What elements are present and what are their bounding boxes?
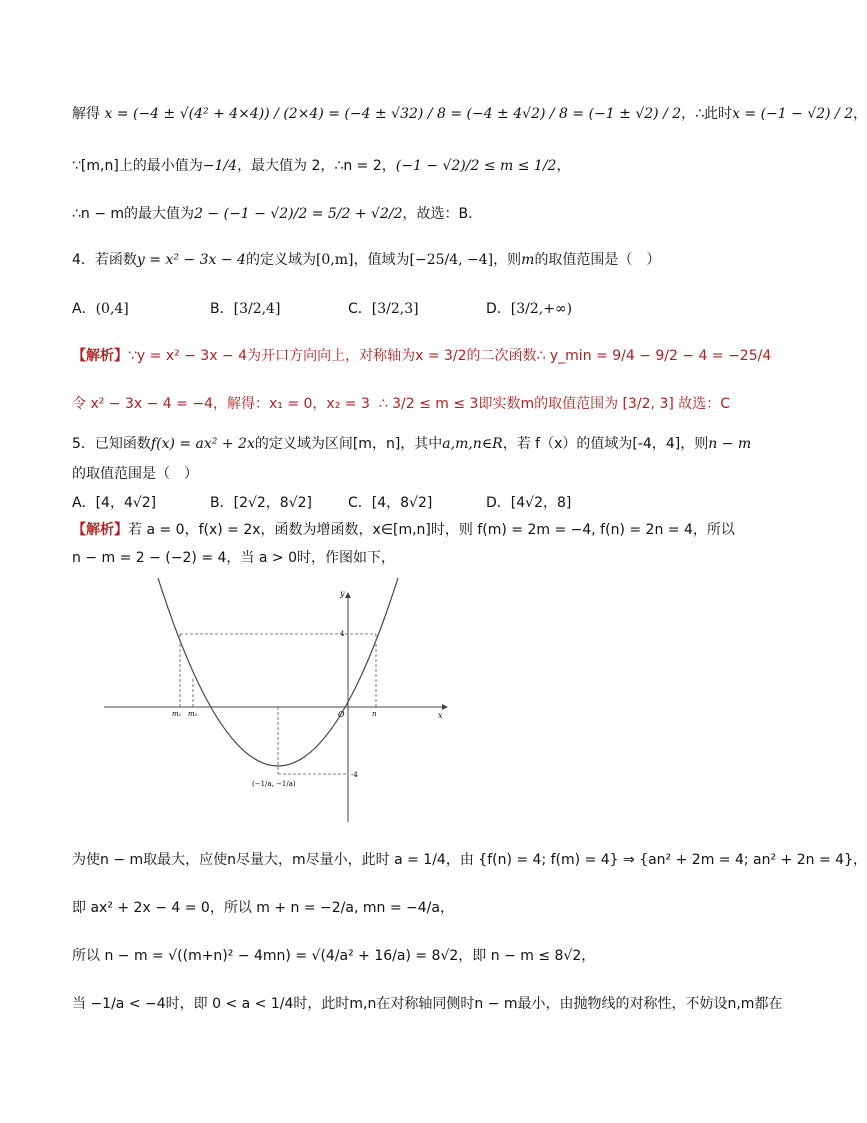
x-axis-arrow [442, 704, 448, 710]
option-text: [3/2,4] [233, 301, 281, 317]
option-b [210, 492, 312, 512]
option-label: C． [348, 301, 372, 317]
text: ∴n − m的最大值为 [72, 206, 195, 222]
option-text: [4，8√2] [371, 495, 433, 511]
question-5-analysis-4 [72, 898, 454, 918]
math-expression: −1/4 [202, 158, 238, 174]
parabola-graph [100, 574, 460, 826]
solution-line-3 [72, 204, 482, 224]
math-expression: x = (−1 − √2) / 2 [732, 106, 854, 122]
math-expression: a,m,n∈R [442, 436, 503, 452]
option-label: D． [486, 495, 511, 511]
analysis-tag: 【解析】 [72, 522, 128, 538]
question-4-stem [72, 250, 660, 270]
question-5-analysis-3 [72, 850, 867, 870]
text: 5．已知函数 [72, 436, 151, 452]
text: 的定义域为 [245, 252, 316, 268]
analysis-text: 即 ax² + 2x − 4 = 0，所以 m + n = −2/a, mn = −4/a， [72, 900, 454, 916]
math-expression: x = (−4 ± √(4² + 4×4)) / (2×4) = (−4 ± √32) / 8 = (−4 ± 4√2) / 8 = (−1 ± √2) / 2 [104, 106, 682, 122]
math-expression: [0,m] [315, 252, 354, 268]
tick-label-4: 4 [340, 630, 345, 638]
option-d [486, 492, 571, 512]
analysis-text: 为使n − m取最大，应使n尽量大，m尽量小，此时 a = 1/4，由 {f(n) = 4; f(m) = 4} ⇒ {an² + 2m = 4; an² + 2n = 4}， [72, 852, 867, 868]
question-4-analysis-1 [72, 346, 771, 366]
text: 的取值范围是（ ） [534, 252, 661, 268]
y-axis-label: y [340, 589, 345, 598]
option-b [210, 298, 280, 318]
option-a [72, 298, 129, 318]
text: ，∴此时 [681, 106, 733, 122]
text: ，最大值为 2，∴n = 2， [237, 158, 396, 174]
question-5-analysis-6 [72, 994, 782, 1014]
math-expression: n − m [708, 436, 752, 452]
option-text: [4√2，8] [510, 495, 572, 511]
option-label: A． [72, 301, 96, 317]
tick-label-m2: m₂ [188, 710, 198, 718]
analysis-text: 若 a = 0，f(x) = 2x，函数为增函数，x∈[m,n]时，则 f(m) = 2m = −4, f(n) = 2n = 4，所以 [128, 522, 735, 538]
text: 的定义域为区间[m，n]，其中 [254, 436, 443, 452]
math-expression: (−1 − √2)/2 ≤ m ≤ 1/2 [395, 158, 557, 174]
question-5-analysis-1 [72, 520, 735, 540]
tick-label-m1: m₁ [172, 710, 182, 718]
math-expression: [−25/4, −4] [409, 252, 494, 268]
x-axis-label: x [438, 711, 443, 720]
text: ，则 [493, 252, 522, 268]
option-c [348, 298, 419, 318]
option-text: [4，4√2] [95, 495, 157, 511]
analysis-text: ∴ 3/2 ≤ m ≤ 3即实数m的取值范围为 [3/2, 3] 故选：C [378, 396, 731, 412]
origin-label: O [338, 710, 345, 719]
option-text: [3/2,+∞) [510, 301, 573, 317]
option-text: [2√2，8√2] [233, 495, 313, 511]
option-label: B． [210, 495, 234, 511]
analysis-tag: 【解析】 [72, 348, 128, 364]
question-5-stem-1 [72, 434, 751, 454]
option-a [72, 492, 156, 512]
math-variable: m [521, 252, 535, 268]
question-4-analysis-2 [72, 394, 730, 414]
text: 4．若函数 [72, 252, 137, 268]
analysis-text: 当 −1/a < −4时，即 0 < a < 1/4时，此时m,n在对称轴同侧时n − m最小，由抛物线的对称性，不妨设n,m都在 [72, 996, 783, 1012]
option-d [486, 298, 572, 318]
question-5-analysis-5 [72, 946, 595, 966]
y-axis-arrow [345, 592, 351, 598]
vertex-label: (−1/a, −1/a) [252, 780, 296, 788]
option-text: [3/2,3] [371, 301, 419, 317]
text: ，故选：B． [402, 206, 483, 222]
text: ，值域为 [353, 252, 410, 268]
analysis-text: 所以 n − m = √((m+n)² − 4mn) = √(4/a² + 16/a) = 8√2，即 n − m ≤ 8√2， [72, 948, 596, 964]
analysis-text: n − m = 2 − (−2) = 4，当 a > 0时，作图如下， [72, 550, 395, 566]
question-5-stem-2 [72, 464, 198, 484]
text: ，若 f（x）的值域为[-4，4]，则 [502, 436, 709, 452]
option-label: A． [72, 495, 96, 511]
analysis-text: ∵y = x² − 3x − 4为开口方向向上，对称轴为x = 3/2的二次函数∴ y_min = 9/4 − 9/2 − 4 = −25/4 [128, 348, 772, 364]
math-expression: f(x) = ax² + 2x [150, 436, 255, 452]
option-text: (0,4] [95, 301, 129, 317]
tick-label-neg4: -4 [351, 771, 358, 779]
math-expression: 2 − (−1 − √2)/2 = 5/2 + √2/2 [194, 206, 403, 222]
option-label: B． [210, 301, 234, 317]
text: 解得 [72, 106, 100, 122]
tick-label-n: n [372, 710, 377, 718]
option-label: C． [348, 495, 372, 511]
analysis-text: 令 x² − 3x − 4 = −4，解得：x₁ = 0，x₂ = 3 [72, 396, 370, 412]
solution-line-1: 解得 x = (−4 ± √(4² + 4×4)) / (2×4) = (−4 ± √32) / 8 = (−4 ± 4√2) / 8 = (−1 ± √2) / 2，∴此时x = (−1 − √2) / 2， [72, 106, 867, 122]
option-c [348, 492, 432, 512]
question-5-analysis-2 [72, 548, 395, 568]
text: ∵[m,n]上的最小值为 [72, 158, 203, 174]
solution-line-2: ∵[m,n]上的最小值为−1/4，最大值为 2，∴n = 2，(−1 − √2)/2 ≤ m ≤ 1/2， [72, 158, 571, 174]
text: 的取值范围是（ ） [72, 466, 198, 482]
option-label: D． [486, 301, 511, 317]
math-expression: y = x² − 3x − 4 [136, 252, 246, 268]
